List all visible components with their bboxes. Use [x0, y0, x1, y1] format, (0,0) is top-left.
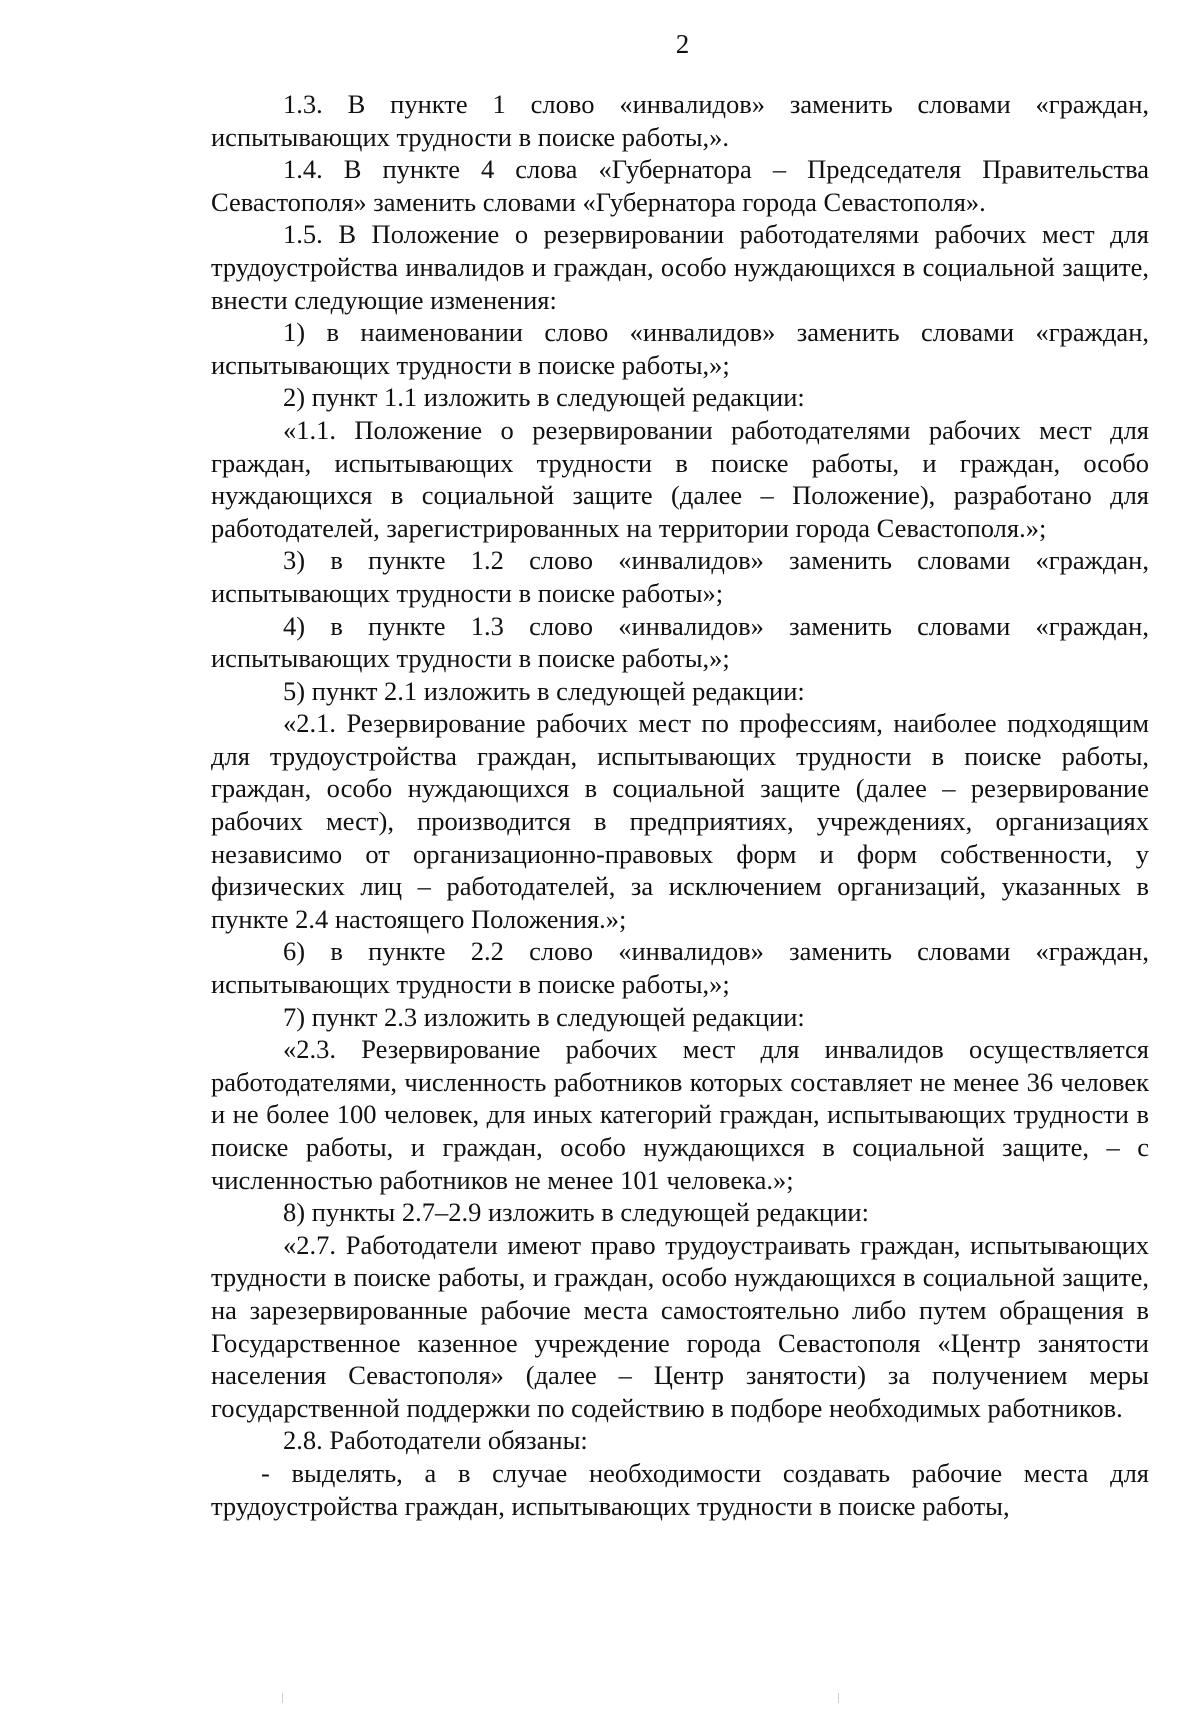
- quoted-clause-2-3: «2.3. Резервирование рабочих мест для инвалидов осуществляется работодателями, численность работников которых составляет не менее 36 человек и не более 100 человек, для иных категорий граждан, испытывающих трудности в поиске работы, и граждан, особо нуждающихся в социальной защите, – с численностью работников не менее 101 человека.»;: [211, 1034, 1149, 1195]
- list-item-4: 4) в пункте 1.3 слово «инвалидов» заменить словами «граждан, испытывающих трудности в поиске работы,»;: [211, 610, 1149, 674]
- list-item-8: 8) пункты 2.7–2.9 изложить в следующей редакции:: [283, 1197, 869, 1228]
- paragraph-1-4: 1.4. В пункте 4 слова «Губернатора – Председателя Правительства Севастополя» заменить словами «Губернатора города Севастополя».: [211, 154, 1149, 217]
- scan-artifact: [838, 1693, 839, 1703]
- list-item-3: 3) в пункте 1.2 слово «инвалидов» заменить словами «граждан, испытывающих трудности в поиске работы»;: [211, 545, 1149, 608]
- paragraph-1-3: 1.3. В пункте 1 слово «инвалидов» заменить словами «граждан, испытывающих трудности в поиске работы,».: [211, 89, 1149, 152]
- list-item-6: 6) в пункте 2.2 слово «инвалидов» заменить словами «граждан, испытывающих трудности в поиске работы,»;: [211, 936, 1149, 1000]
- list-item-2: 2) пункт 1.1 изложить в следующей редакции:: [283, 382, 805, 413]
- list-item-1: 1) в наименовании слово «инвалидов» заменить словами «граждан, испытывающих трудности в поиске работы,»;: [211, 317, 1149, 380]
- scan-artifact: [282, 1693, 283, 1703]
- clause-2-8: 2.8. Работодатели обязаны:: [283, 1425, 588, 1456]
- quoted-clause-2-1: «2.1. Резервирование рабочих мест по профессиям, наиболее подходящим для трудоустройства граждан, испытывающих трудности в поиске работы, граждан, особо нуждающихся в социальной защите (далее – резервирование рабочих мест), производится в предприятиях, учреждениях, организациях независимо от организационно-правовых форм и форм собственности, у физических лиц – работодателей, за исключением организаций, указанных в пункте 2.4 настоящего Положения.»;: [211, 708, 1149, 934]
- quoted-clause-2-7: «2.7. Работодатели имеют право трудоустраивать граждан, испытывающих трудности в поиске работы, и граждан, особо нуждающихся в социальной защите, на зарезервированные рабочие места самостоятельно либо путем обращения в Государственное казенное учреждение города Севастополя «Центр занятости населения Севастополя» (далее – Центр занятости) за получением меры государственной поддержки по содействию в подборе необходимых работников.: [211, 1229, 1149, 1423]
- page-number: 2: [675, 29, 690, 59]
- dash-item: - выделять, а в случае необходимости создавать рабочие места для трудоустройства граждан, испытывающих трудности в поиске работы,: [211, 1457, 1149, 1521]
- list-item-7: 7) пункт 2.3 изложить в следующей редакции:: [283, 1001, 805, 1032]
- list-item-5: 5) пункт 2.1 изложить в следующей редакции:: [283, 675, 805, 706]
- quoted-clause-1-1: «1.1. Положение о резервировании работодателями рабочих мест для граждан, испытывающих трудности в поиске работы, и граждан, особо нуждающихся в социальной защите (далее – Положение), разработано для работодателей, зарегистрированных на территории города Севастополя.»;: [211, 414, 1149, 543]
- paragraph-1-5: 1.5. В Положение о резервировании работодателями рабочих мест для трудоустройства инвалидов и граждан, особо нуждающихся в социальной защите, внести следующие изменения:: [211, 219, 1149, 315]
- document-body: [211, 88, 1149, 1522]
